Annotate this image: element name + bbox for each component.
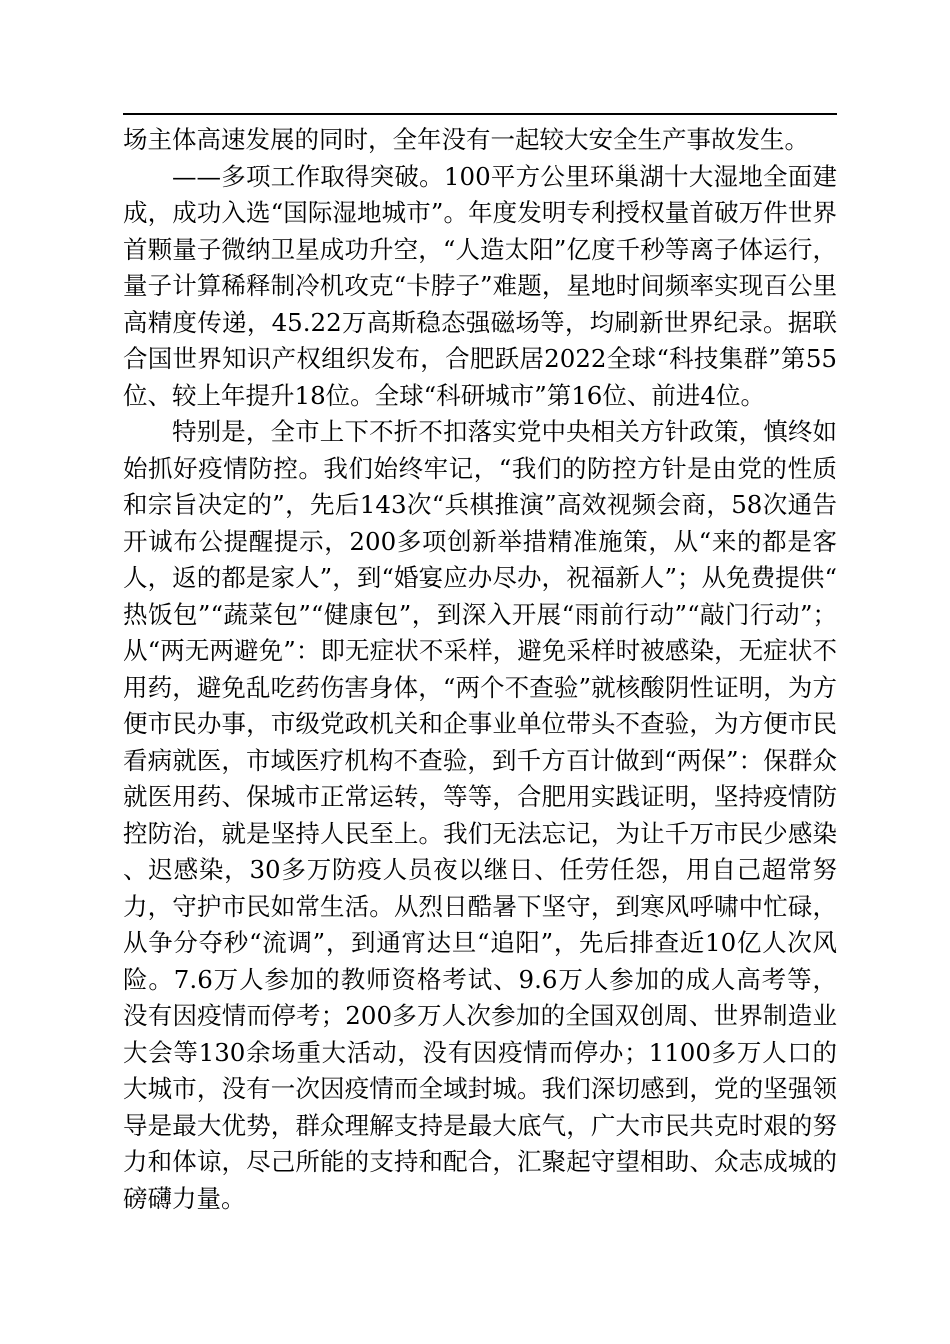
- header-rule: [123, 113, 837, 115]
- paragraph-epidemic-control: 特别是，全市上下不折不扣落实党中央相关方针政策，慎终如始抓好疫情防控。我们始终牢记，“我们的防控方针是由党的性质和宗旨决定的”，先后143次“兵棋推演”高效视频会商，58次通告开诚布公提醒提示，200多项创新举措精准施策，从“来的都是客人，返的都是家人”，到“婚宴应办尽办，祝福新人”；从免费提供“热饭包”“蔬菜包”“健康包”，到深入开展“雨前行动”“敲门行动”；从“两无两避免”：即无症状不采样，避免采样时被感染，无症状不用药，避免乱吃药伤害身体，“两个不查验”就核酸阴性证明，为方便市民办事，市级党政机关和企事业单位带头不查验，为方便市民看病就医，市域医疗机构不查验，到千方百计做到“两保”：保群众就医用药、保城市正常运转，等等，合肥用实践证明，坚持疫情防控防治，就是坚持人民至上。我们无法忘记，为让千万市民少感染、迟感染，30多万防疫人员夜以继日、任劳任怨，用自己超常努力，守护市民如常生活。从烈日酷暑下坚守，到寒风呼啸中忙碌，从争分夺秒“流调”，到通宵达旦“追阳”，先后排查近10亿人次风险。7.6万人参加的教师资格考试、9.6万人参加的成人高考等，没有因疫情而停考；200多万人次参加的全国双创周、世界制造业大会等130余场重大活动，没有因疫情而停办；1100多万人口的大城市，没有一次因疫情而全域封城。我们深切感到，党的坚强领导是最大优势，群众理解支持是最大底气，广大市民共克时艰的努力和体谅，尽己所能的支持和配合，汇聚起守望相助、众志成城的磅礴力量。: [123, 417, 837, 1213]
- paragraph-continuation: 场主体高速发展的同时，全年没有一起较大安全生产事故发生。: [123, 125, 809, 154]
- paragraph-breakthroughs: ——多项工作取得突破。100平方公里环巢湖十大湿地全面建成，成功入选“国际湿地城市”。年度发明专利授权量首破万件世界首颗量子微纳卫星成功升空，“人造太阳”亿度千秒等离子体运行，量子计算稀释制冷机攻克“卡脖子”难题，星地时间频率实现百公里高精度传递，45.22万高斯稳态强磁场等，均刷新世界纪录。据联合国世界知识产权组织发布，合肥跃居2022全球“科技集群”第55位、较上年提升18位。全球“科研城市”第16位、前进4位。: [123, 161, 837, 410]
- document-body: [123, 122, 837, 1217]
